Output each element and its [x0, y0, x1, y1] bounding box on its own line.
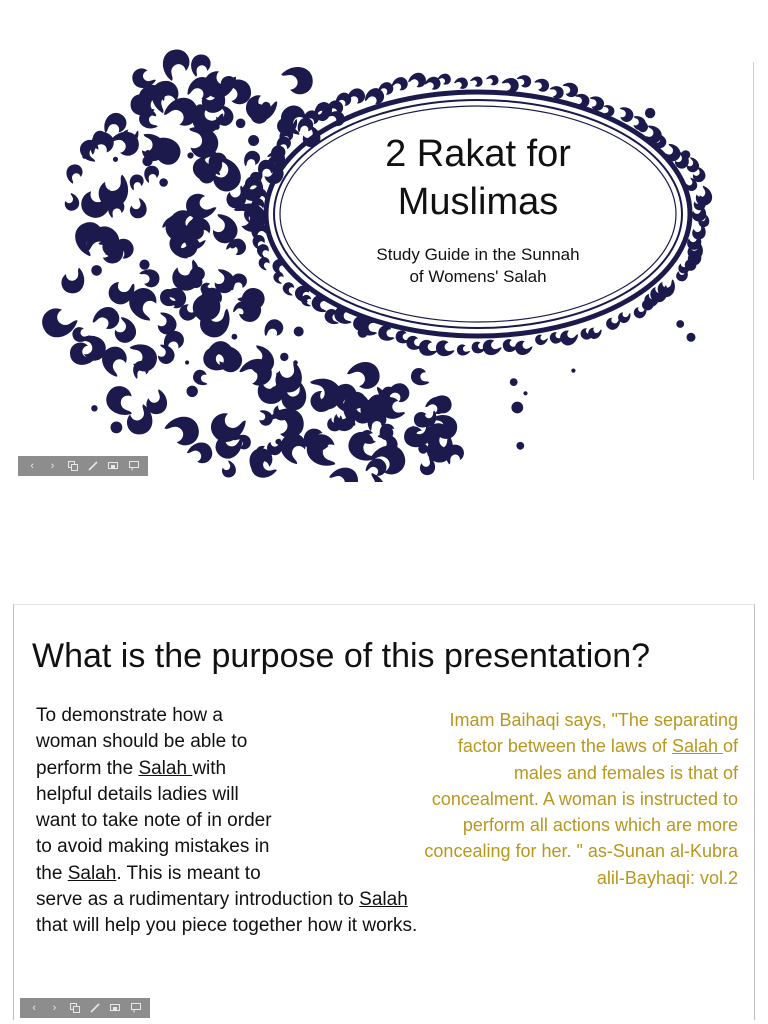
title-line: 2 Rakat for — [385, 133, 571, 175]
salah-term: Salah — [67, 862, 117, 884]
comment-icon[interactable] — [126, 998, 146, 1018]
body-line: helpful details ladies will — [36, 783, 239, 805]
slide-subtitle — [300, 244, 656, 288]
quote-text-span: factor between the laws of — [457, 736, 672, 757]
quote-line: perform all actions which are more — [462, 815, 738, 836]
slide-title — [300, 130, 656, 226]
purpose-slide — [13, 604, 755, 1020]
salah-term: Salah — [671, 736, 723, 757]
body-line: that will help you piece together how it works. — [36, 915, 418, 937]
title-slide — [0, 0, 768, 482]
chevron-left-icon[interactable]: ‹ — [30, 460, 34, 472]
chevron-right-icon[interactable]: › — [50, 460, 55, 472]
title-block — [300, 130, 656, 288]
salah-term: Salah — [359, 889, 408, 911]
title-line: Muslimas — [397, 181, 559, 223]
pen-icon[interactable] — [83, 456, 103, 476]
body-line: woman should be able to — [36, 731, 248, 753]
body-text-span: . This is meant to — [116, 862, 261, 884]
slide-toolbar — [18, 456, 148, 476]
body-text-span: with — [192, 757, 227, 779]
copy-icon[interactable] — [65, 998, 85, 1018]
slide-edge — [753, 62, 754, 480]
present-icon[interactable] — [103, 456, 123, 476]
body-line: to avoid making mistakes in — [36, 836, 270, 858]
body-line: To demonstrate how a — [36, 705, 223, 726]
body-text-span: the — [36, 862, 68, 884]
body-text-span: serve as a rudimentary introduction to — [36, 889, 360, 911]
quote-text-span: of — [722, 736, 738, 757]
chevron-left-icon[interactable]: ‹ — [32, 1002, 36, 1014]
quote-line: Imam Baihaqi says, "The separating — [449, 710, 738, 730]
copy-icon[interactable] — [63, 456, 83, 476]
body-line: want to take note of in order — [36, 810, 272, 832]
present-icon[interactable] — [105, 998, 125, 1018]
pen-icon[interactable] — [85, 998, 105, 1018]
body-text-span: perform the — [36, 757, 139, 779]
subtitle-line: of Womens' Salah — [409, 267, 547, 286]
baihaqi-quote — [378, 707, 738, 891]
quote-line — [378, 733, 738, 759]
slide-heading: What is the purpose of this presentation? — [32, 637, 651, 675]
quote-line: males and females is that of — [513, 762, 738, 783]
quote-line: concealing for her. " as-Sunan al-Kubra — [424, 841, 738, 862]
slide-toolbar — [20, 998, 150, 1018]
comment-icon[interactable] — [124, 456, 144, 476]
quote-line: alil-Bayhaqi: vol.2 — [596, 867, 738, 888]
salah-term: Salah — [138, 757, 193, 779]
quote-line: concealment. A woman is instructed to — [431, 788, 738, 809]
subtitle-line: Study Guide in the Sunnah — [376, 245, 580, 264]
chevron-right-icon[interactable]: › — [52, 1002, 57, 1014]
